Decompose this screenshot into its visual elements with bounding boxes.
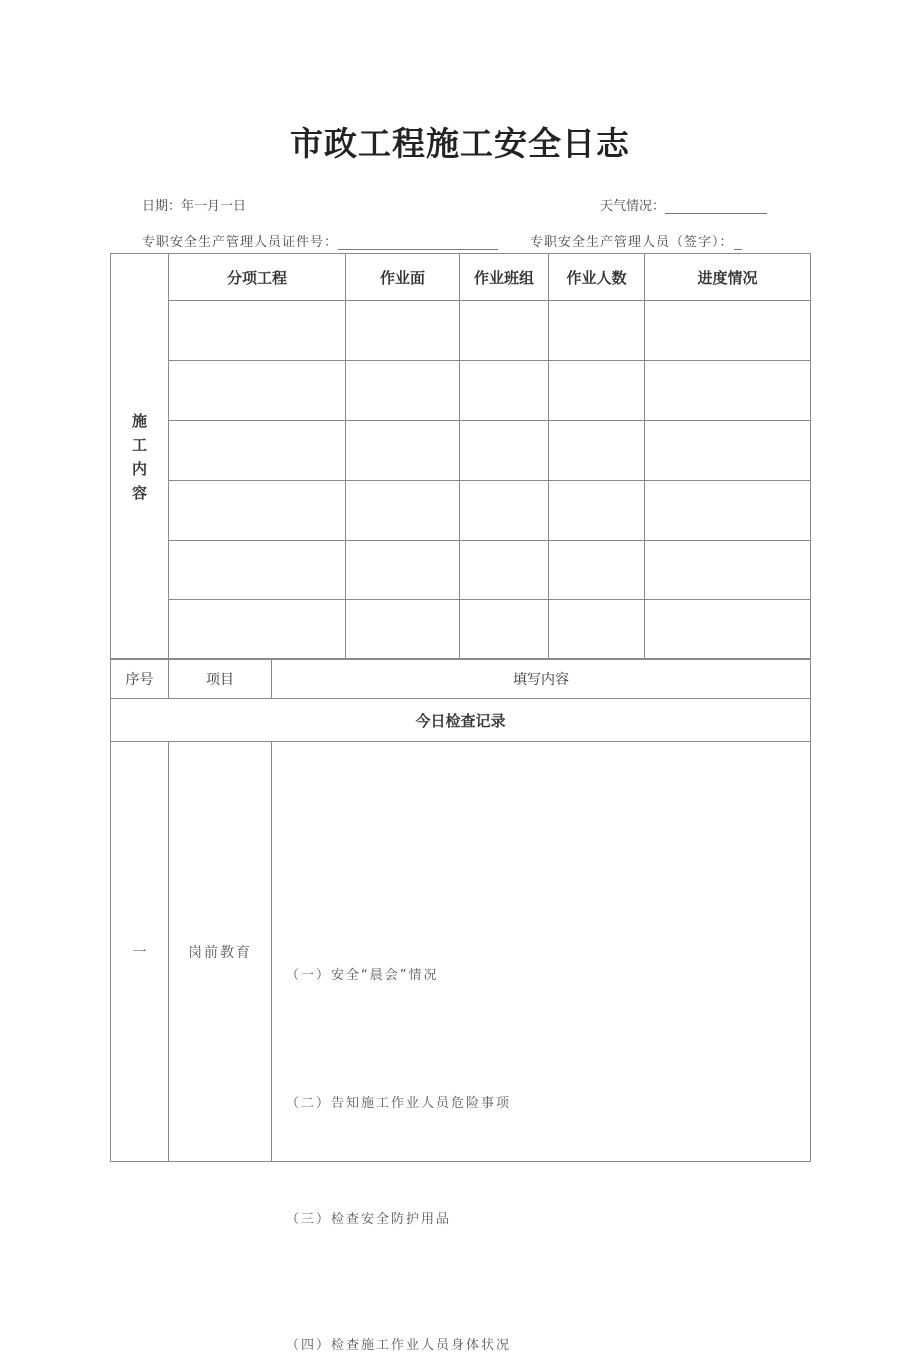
row-serial-no: 一 bbox=[111, 742, 169, 1162]
construction-content-table bbox=[110, 253, 811, 660]
cell[interactable] bbox=[346, 301, 460, 361]
date-label: 日期：年一月一日 bbox=[142, 199, 247, 214]
cert-label: 专职安全生产管理人员证件号： bbox=[142, 235, 339, 250]
cell[interactable] bbox=[346, 361, 460, 421]
cell[interactable] bbox=[169, 361, 346, 421]
col-work-surface: 作业面 bbox=[346, 254, 460, 301]
subitem-hazard-notice: （二）告知施工作业人员危险事项 bbox=[286, 1095, 512, 1111]
cell[interactable] bbox=[549, 421, 645, 481]
cell[interactable] bbox=[645, 421, 811, 481]
cell[interactable] bbox=[549, 361, 645, 421]
table-row bbox=[111, 481, 811, 541]
weather-field[interactable] bbox=[600, 195, 767, 214]
page-title: 市政工程施工安全日志 bbox=[290, 124, 630, 163]
cert-field[interactable] bbox=[142, 231, 498, 250]
sign-blank[interactable] bbox=[734, 235, 742, 250]
construction-content-label: 施 工 内 容 bbox=[111, 254, 169, 660]
sign-field[interactable] bbox=[530, 231, 742, 250]
row-item: 岗前教育 bbox=[169, 742, 272, 1162]
col-work-team: 作业班组 bbox=[460, 254, 549, 301]
cell[interactable] bbox=[645, 600, 811, 660]
col-serial-no: 序号 bbox=[111, 659, 169, 699]
cell[interactable] bbox=[460, 481, 549, 541]
row-content-cell[interactable] bbox=[272, 742, 811, 1353]
col-progress: 进度情况 bbox=[645, 254, 811, 301]
weather-label: 天气情况： bbox=[600, 199, 666, 214]
cell[interactable] bbox=[169, 421, 346, 481]
subitem-protective-gear: （三）检查安全防护用品 bbox=[286, 1211, 452, 1227]
col-fill-content: 填写内容 bbox=[272, 659, 811, 699]
cell[interactable] bbox=[460, 541, 549, 600]
cell[interactable] bbox=[169, 481, 346, 541]
cell[interactable] bbox=[549, 600, 645, 660]
date-field[interactable] bbox=[142, 195, 246, 214]
table-row bbox=[111, 301, 811, 361]
cell[interactable] bbox=[346, 421, 460, 481]
cell[interactable] bbox=[549, 301, 645, 361]
cell[interactable] bbox=[460, 361, 549, 421]
table-row bbox=[111, 600, 811, 660]
cell[interactable] bbox=[645, 361, 811, 421]
cell[interactable] bbox=[645, 481, 811, 541]
cell[interactable] bbox=[460, 421, 549, 481]
col-sub-project: 分项工程 bbox=[169, 254, 346, 301]
cell[interactable] bbox=[549, 481, 645, 541]
daily-inspection-banner: 今日检查记录 bbox=[111, 699, 811, 742]
cert-blank[interactable] bbox=[338, 235, 498, 250]
col-item: 项目 bbox=[169, 659, 272, 699]
subitem-morning-meeting: （一）安全“晨会”情况 bbox=[286, 967, 439, 983]
cell[interactable] bbox=[169, 600, 346, 660]
cell[interactable] bbox=[169, 541, 346, 600]
col-worker-count: 作业人数 bbox=[549, 254, 645, 301]
table-row bbox=[111, 742, 811, 1162]
cell[interactable] bbox=[645, 301, 811, 361]
cell[interactable] bbox=[460, 600, 549, 660]
table-row bbox=[111, 361, 811, 421]
subitem-health-check: （四）检查施工作业人员身体状况 bbox=[286, 1337, 512, 1353]
cell[interactable] bbox=[346, 541, 460, 600]
cell[interactable] bbox=[549, 541, 645, 600]
sign-label: 专职安全生产管理人员（签字）： bbox=[530, 235, 734, 250]
cell[interactable] bbox=[346, 600, 460, 660]
table-row bbox=[111, 421, 811, 481]
daily-inspection-table bbox=[110, 658, 811, 1353]
cell[interactable] bbox=[460, 301, 549, 361]
cell[interactable] bbox=[346, 481, 460, 541]
cell[interactable] bbox=[645, 541, 811, 600]
cell[interactable] bbox=[169, 301, 346, 361]
weather-blank[interactable] bbox=[665, 199, 767, 214]
table-row bbox=[111, 541, 811, 600]
